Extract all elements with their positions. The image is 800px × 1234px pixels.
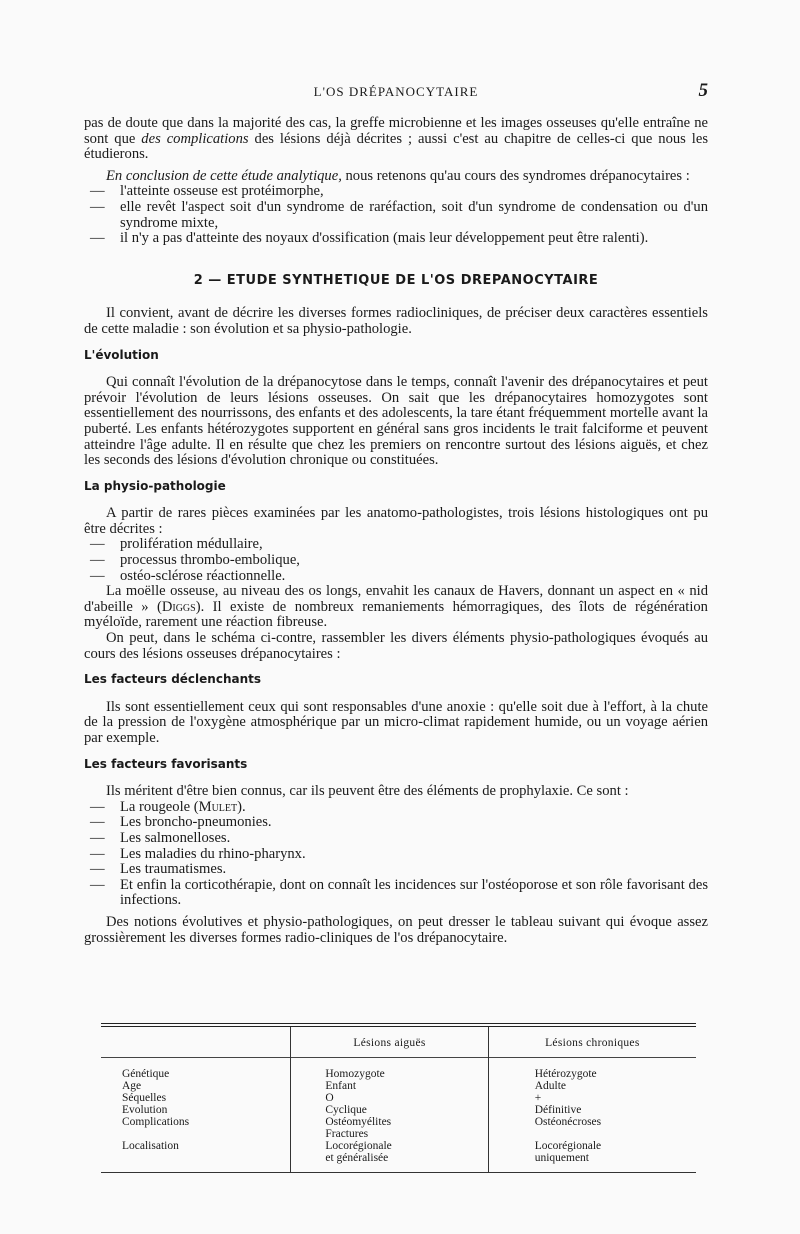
item-text: La rougeole ( bbox=[120, 798, 199, 815]
table-cell: O bbox=[325, 1092, 334, 1104]
intro-paragraph bbox=[84, 116, 708, 163]
table-bottom-rule bbox=[101, 1172, 696, 1173]
acute-cells bbox=[291, 1058, 487, 1172]
section-intro: Il convient, avant de décrire les diverses formes radiocliniques, de préciser deux caractères essentiels de cette maladie : son évolution et sa physio-pathologie. bbox=[84, 305, 708, 337]
conclusion-paragraph bbox=[84, 169, 708, 185]
triggers-heading: Les facteurs déclenchants bbox=[84, 672, 262, 687]
list-item: — Les salmonelloses. bbox=[84, 831, 708, 847]
intro-p1-end: des lésions déjà décrites ; aussi c'est au chapitre de celles-ci que nous les étudierons. bbox=[84, 130, 709, 163]
list-item: — Les broncho-pneumonies. bbox=[84, 815, 708, 831]
conclusion-text: nous retenons qu'au cours des syndromes drépanocytaires : bbox=[341, 167, 690, 184]
list-item: — elle revêt l'aspect soit d'un syndrome de raréfaction, soit d'un syndrome de condensation ou d'un syndrome mixte, bbox=[84, 200, 708, 231]
table-cell: Ostéonécroses bbox=[534, 1116, 602, 1128]
table-cell: Séquelles bbox=[122, 1092, 167, 1104]
running-head bbox=[84, 80, 708, 104]
chronic-header: Lésions chroniques bbox=[489, 1027, 696, 1058]
intro-p1: pas de doute que dans la majorité des cas, la greffe microbienne et les images osseuses qu'elle entraîne ne sont que bbox=[84, 115, 708, 147]
table-cell: Homozygote bbox=[325, 1068, 385, 1080]
item-text-end: ). bbox=[237, 798, 246, 815]
table-cell: Enfant bbox=[325, 1080, 357, 1092]
table-cell: Locorégionale bbox=[325, 1140, 392, 1152]
table-cell bbox=[489, 1128, 696, 1140]
list-item: — Les maladies du rhino-pharynx. bbox=[84, 847, 708, 863]
table-cell: Définitive bbox=[534, 1104, 582, 1116]
physio-paragraph-2 bbox=[84, 584, 708, 631]
list-item: — prolifération médullaire, bbox=[84, 537, 708, 553]
chronic-cells bbox=[489, 1058, 696, 1172]
physio-heading: La physio-pathologie bbox=[84, 478, 226, 493]
favoring-heading: Les facteurs favorisants bbox=[84, 756, 248, 771]
table-cell: Cyclique bbox=[325, 1104, 367, 1116]
evolution-heading: L'évolution bbox=[84, 347, 159, 362]
table-cell: Fractures bbox=[325, 1128, 369, 1140]
table-cell: Localisation bbox=[122, 1140, 179, 1152]
page-number: 5 bbox=[698, 80, 708, 101]
list-item: — l'atteinte osseuse est protéimorphe, bbox=[84, 184, 708, 200]
physio-list bbox=[84, 537, 708, 584]
table-cell: Ostéomyélites bbox=[325, 1116, 392, 1128]
chronic-column bbox=[488, 1027, 696, 1172]
table-cell: Locorégionale bbox=[534, 1140, 602, 1152]
list-item: — processus thrombo-embolique, bbox=[84, 553, 708, 569]
list-item: — Et enfin la corticothérapie, dont on connaît les incidences sur l'ostéoporose et son rôle favorisant des infections. bbox=[84, 878, 708, 909]
conclusion-emphasis: En conclusion de cette étude analytique, bbox=[106, 167, 342, 184]
table-body bbox=[101, 1027, 696, 1172]
evolution-text: Qui connaît l'évolution de la drépanocytose dans le temps, connaît l'avenir des drépanocytaires et peut prévoir l'évolution de leurs lésions osseuses. On sait que les drépanocytaires homozygotes sont essentiellement des nourrissons, des enfants et des adolescents, la tare étant fréquemment mortelle avant la puberté. Les enfants hétérozygotes supportent en général sans gros incidents le trait falciforme et peuvent atteindre l'âge adulte. Il en résulte que chez les premiers on rencontre surtout des lésions aiguës, et chez les seconds des lésions d'évolution chronique ou constituées. bbox=[84, 374, 708, 469]
favoring-list bbox=[84, 800, 708, 909]
acute-column bbox=[290, 1027, 487, 1172]
table-cell: Hétérozygote bbox=[534, 1068, 597, 1080]
running-title: L'OS DRÉPANOCYTAIRE bbox=[313, 84, 479, 99]
body-text bbox=[84, 116, 708, 946]
table-cell: Evolution bbox=[122, 1104, 168, 1116]
physio-p2-end: ). Il existe de nombreux remaniements hémorragiques, des îlots de régénération myéloïde, rarement une réaction fibreuse. bbox=[84, 598, 708, 631]
physio-paragraph-3: On peut, dans le schéma ci-contre, rassembler les divers éléments physio-pathologiques évoqués au cours des lésions osseuses drépanocytaires : bbox=[84, 630, 708, 662]
table-cell: Complications bbox=[122, 1116, 190, 1128]
list-item: — ostéo-sclérose réactionnelle. bbox=[84, 569, 708, 585]
list-item: — Les traumatismes. bbox=[84, 862, 708, 878]
table-cell: Adulte bbox=[534, 1080, 567, 1092]
physio-p2-reference: Diggs bbox=[161, 598, 196, 615]
list-item bbox=[84, 800, 708, 816]
table-cell: Génétique bbox=[122, 1068, 170, 1080]
favoring-intro: Ils méritent d'être bien connus, car ils peuvent être des éléments de prophylaxie. Ce sont : bbox=[106, 783, 629, 800]
triggers-text: Ils sont essentiellement ceux qui sont responsables d'une anoxie : qu'elle soit due à l'effort, à la chute de la pression de l'oxygène atmosphérique par un micro-climat rapidement humide, ou un voyage aérien par exemple. bbox=[84, 698, 708, 746]
section-title: 2 — ETUDE SYNTHETIQUE DE L'OS DREPANOCYTAIRE bbox=[193, 272, 599, 288]
conclusion-list bbox=[84, 184, 708, 246]
physio-intro: A partir de rares pièces examinées par les anatomo-pathologistes, trois lésions histologiques ont pu être décrites : bbox=[84, 505, 708, 537]
list-item: — il n'y a pas d'atteinte des noyaux d'ossification (mais leur développement peut être ralenti). bbox=[84, 231, 708, 247]
closing-paragraph: Des notions évolutives et physio-pathologiques, on peut dresser le tableau suivant qui évoque assez grossièrement les diverses formes radio-cliniques de l'os drépanocytaire. bbox=[84, 913, 708, 946]
physio-p2-start: La moëlle osseuse, au niveau des os longs, envahit les canaux de Havers, donnant un aspect en « nid d'abeille » ( bbox=[84, 583, 708, 615]
table-cell bbox=[101, 1152, 290, 1164]
table-cell: et généralisée bbox=[325, 1152, 389, 1164]
table-cell: Age bbox=[122, 1080, 142, 1092]
intro-p1-emphasis: des complications bbox=[141, 130, 249, 147]
table-cell: uniquement bbox=[534, 1152, 589, 1164]
label-column bbox=[101, 1027, 290, 1172]
table-cell: + bbox=[534, 1092, 542, 1104]
acute-header: Lésions aiguës bbox=[291, 1027, 487, 1058]
item-reference: Mulet bbox=[198, 798, 238, 815]
summary-table bbox=[101, 1023, 696, 1173]
label-cells bbox=[101, 1058, 290, 1172]
table-cell bbox=[101, 1128, 290, 1140]
